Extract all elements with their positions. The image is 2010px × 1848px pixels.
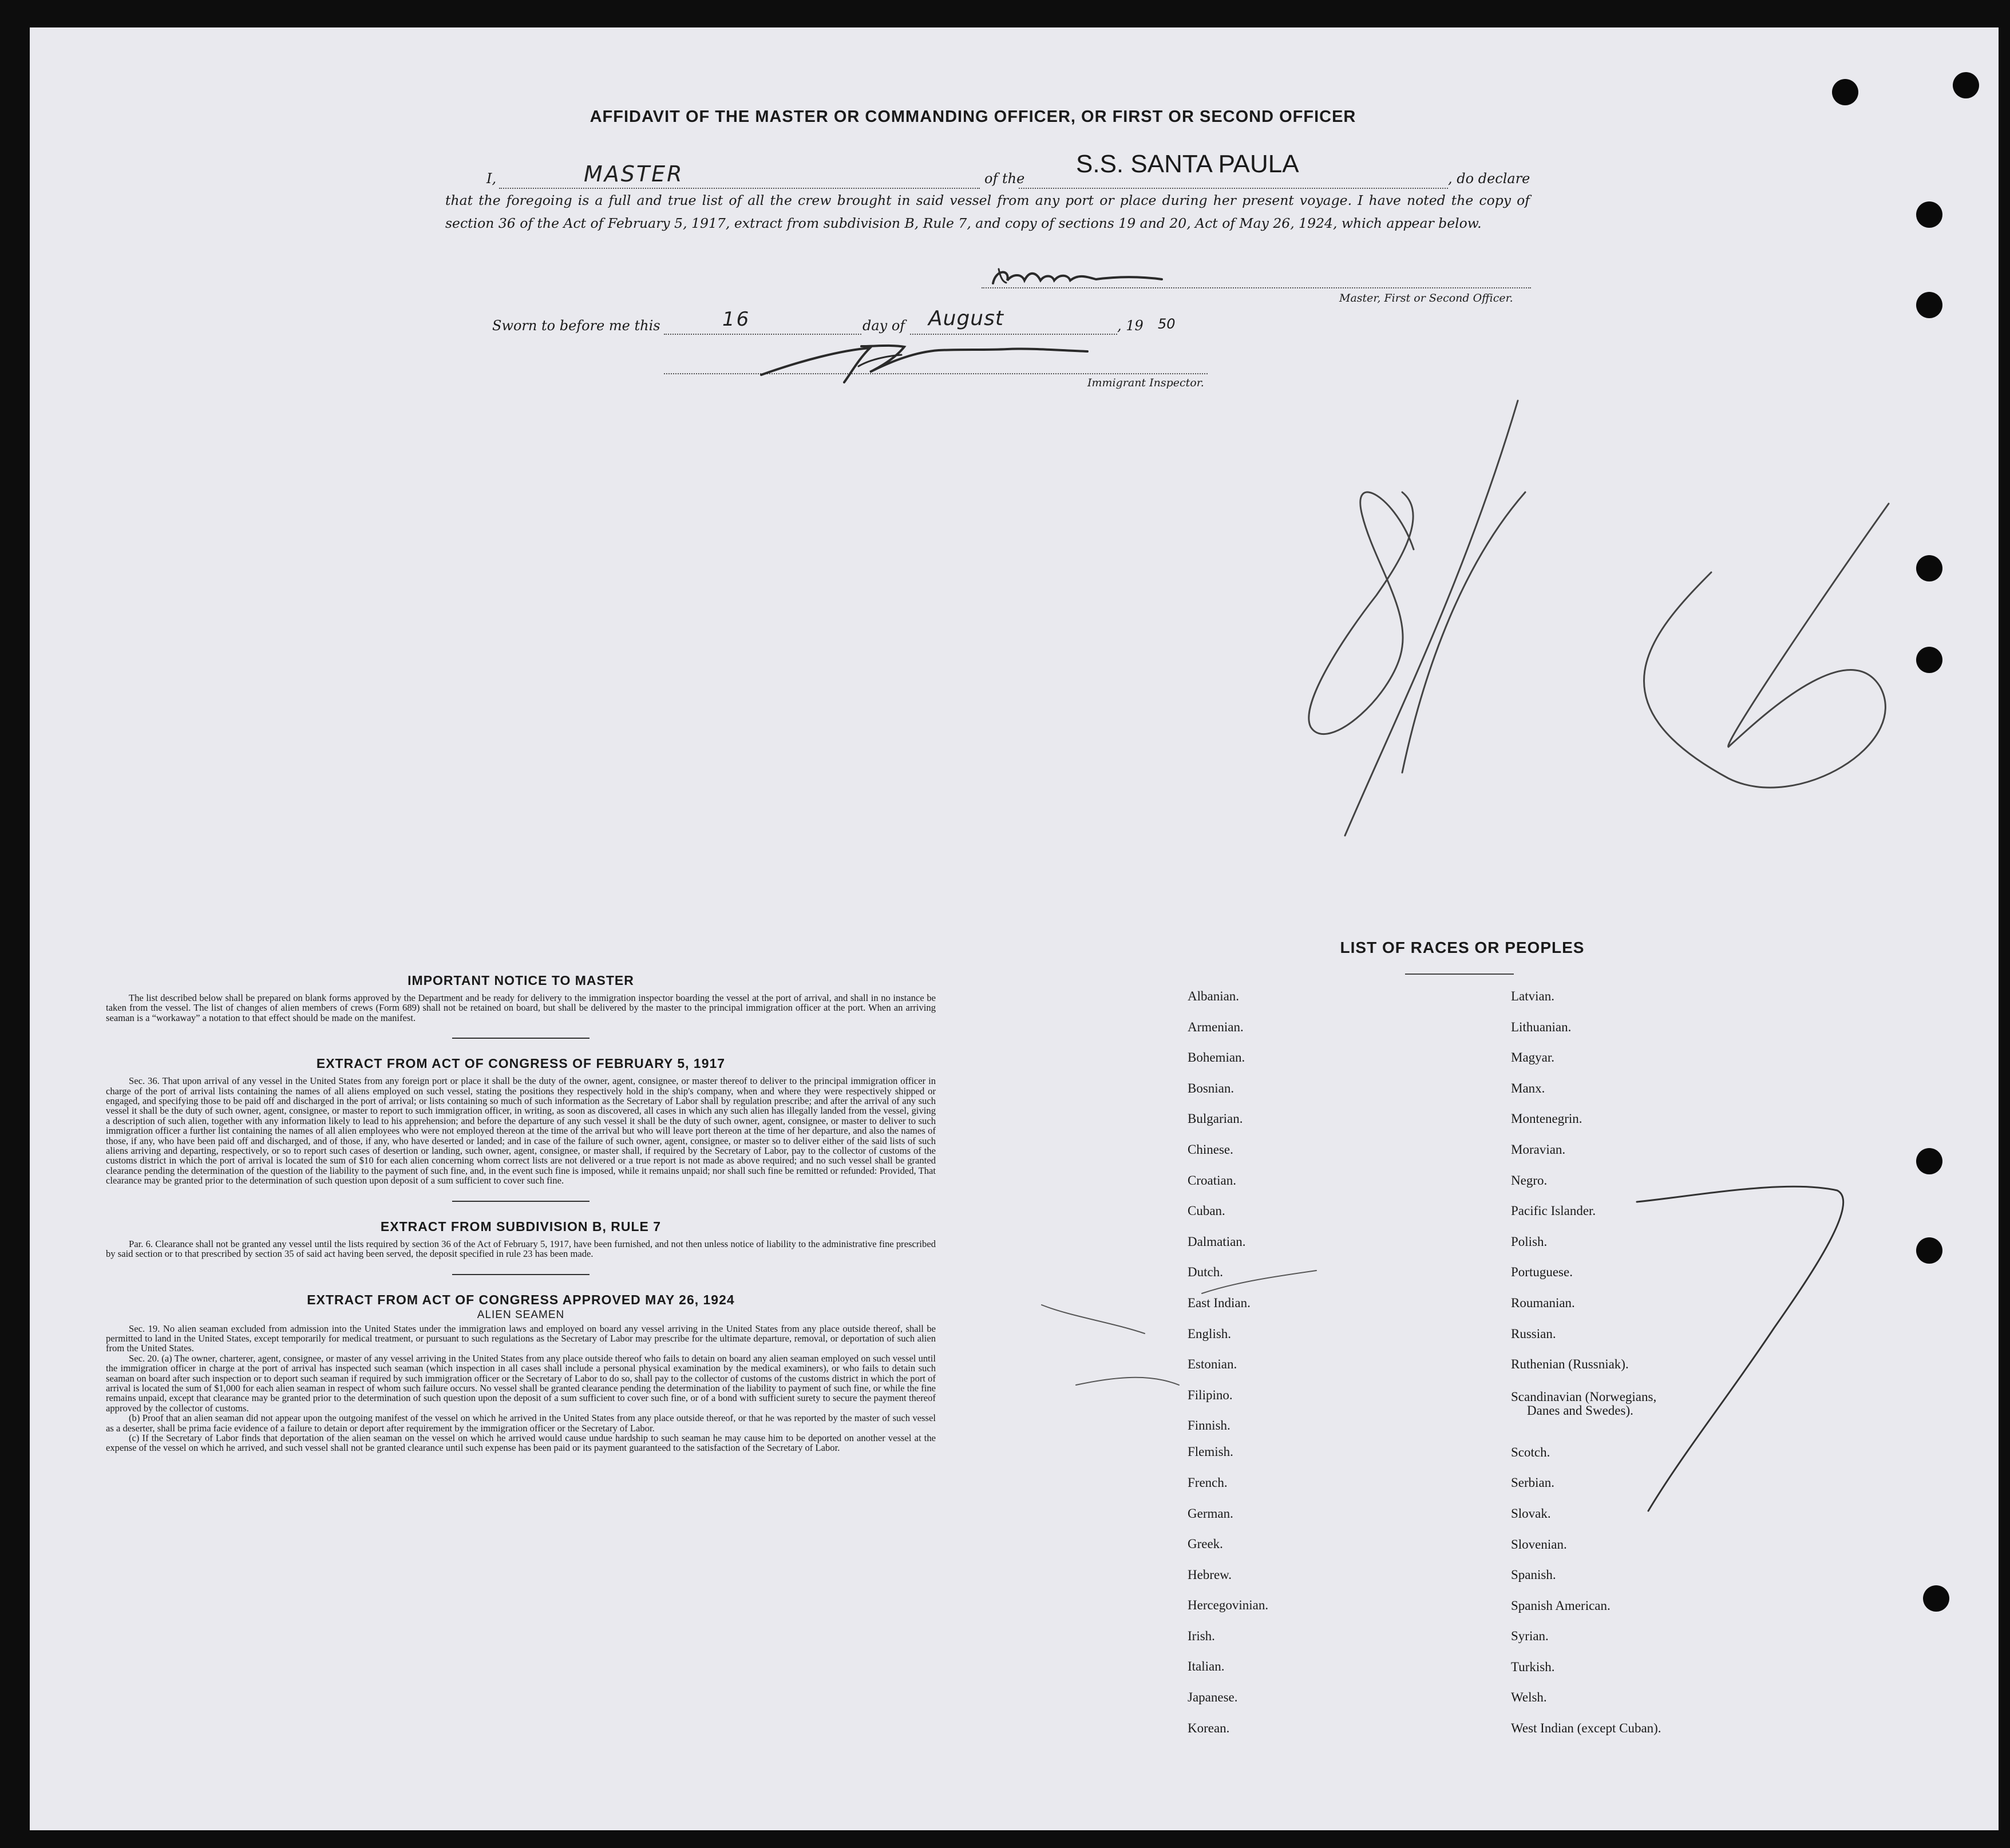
extract-1924-subtitle: ALIEN SEAMEN [477, 1308, 565, 1321]
notice-text: The list described below shall be prepared on blank forms approved by the Department and be ready for delivery to the immigration inspector boarding the vessel at the port of arrival, and shall in no instance be taken from the vessel. The list of changes of alien members of crews (Form 689) shall not be retained on board, but shall be delivered by the master to the principal immigration officer at the port. When an arriving seaman is a “workaway” a notation to that effect should be made on the manifest. [106, 992, 936, 1023]
sec19-text: Sec. 19. No alien seaman excluded from admission into the United States under the immigration laws and employed on board any vessel arriving in the United States from any place outside thereof, shall be permitted to land in the United States, except temporarily for medical treatment, or pursuant to such regulations as the Secretary of Labor may prescribe for the ultimate departure, removal, or deportation of such alien from the United States. [106, 1323, 936, 1354]
race-item: Welsh. [1511, 1690, 1547, 1705]
master-signature [993, 272, 1162, 283]
race-item: Cuban. [1188, 1204, 1225, 1218]
affidavit-title: AFFIDAVIT OF THE MASTER OR COMMANDING OFFICER, OR FIRST OR SECOND OFFICER [589, 108, 1356, 126]
race-item: East Indian. [1188, 1295, 1251, 1310]
race-item: Bohemian. [1188, 1050, 1245, 1065]
race-item: Turkish. [1511, 1659, 1555, 1674]
rule7-title: EXTRACT FROM SUBDIVISION B, RULE 7 [380, 1218, 662, 1234]
race-item: Latvian. [1511, 989, 1554, 1003]
race-item: Spanish. [1511, 1568, 1556, 1582]
race-item: Slovenian. [1511, 1537, 1567, 1552]
race-item-scandinavian [1511, 1388, 1661, 1445]
of-the-label: of the [984, 171, 1025, 187]
race-item: Lithuanian. [1511, 1019, 1572, 1034]
races-divider [1405, 974, 1514, 975]
race-item: Italian. [1188, 1659, 1225, 1674]
races-title: LIST OF RACES OR PEOPLES [1340, 939, 1585, 956]
do-declare-label: , do declare [1448, 171, 1530, 187]
race-item: Flemish. [1188, 1445, 1233, 1459]
race-item: Estonian. [1188, 1357, 1237, 1372]
race-item: Armenian. [1188, 1019, 1244, 1034]
extract-1924-title: EXTRACT FROM ACT OF CONGRESS APPROVED MAY 26, 1924 [307, 1292, 735, 1307]
legal-notices [106, 973, 936, 1453]
inspector-label: Immigrant Inspector. [1087, 377, 1204, 389]
divider [452, 1201, 589, 1202]
race-item: Korean. [1188, 1720, 1230, 1735]
rule7-text: Par. 6. Clearance shall not be granted any vessel until the lists required by section 36 of the Act of February 5, 1917, have been furnished, and not then unless notice of liability to the administrative fine prescribed by said section or to that prescribed by section 35 of said act having been served, the deposit specified in rule 23 has been made. [106, 1238, 936, 1260]
race-item: Chinese. [1188, 1142, 1233, 1157]
race-item: Magyar. [1511, 1050, 1555, 1065]
race-item: Portuguese. [1511, 1265, 1573, 1280]
race-item: Dalmatian. [1188, 1234, 1246, 1249]
race-item: Dutch. [1188, 1265, 1223, 1280]
vessel-value: S.S. SANTA PAULA [1076, 150, 1299, 178]
race-item: Syrian. [1511, 1629, 1549, 1644]
race-item-line1: Scandinavian (Norwegians, [1511, 1389, 1657, 1404]
divider [452, 1274, 589, 1275]
day-of-label: day of [862, 318, 905, 334]
name-value: MASTER [584, 161, 684, 187]
race-item: Croatian. [1188, 1173, 1236, 1188]
race-item: English. [1188, 1326, 1232, 1341]
race-item: Spanish American. [1511, 1598, 1611, 1613]
check-mark [1637, 1186, 1843, 1511]
race-item-line2: Danes and Swedes). [1527, 1403, 1633, 1418]
race-item: Moravian. [1511, 1142, 1566, 1157]
race-item: Bosnian. [1188, 1081, 1235, 1095]
race-item: Finnish. [1188, 1418, 1230, 1433]
race-item: Montenegrin. [1511, 1111, 1582, 1126]
race-item: Pacific Islander. [1511, 1204, 1596, 1218]
race-item: Slovak. [1511, 1506, 1551, 1521]
extract-1917-title: EXTRACT FROM ACT OF CONGRESS OF FEBRUARY 5, 1917 [316, 1056, 726, 1071]
race-item: Russian. [1511, 1326, 1556, 1341]
master-label: Master, First or Second Officer. [1339, 292, 1513, 304]
race-item: Irish. [1188, 1628, 1215, 1643]
notice-title: IMPORTANT NOTICE TO MASTER [407, 973, 634, 988]
races-left-column [1188, 989, 1268, 1751]
divider [452, 1038, 589, 1039]
race-item: Negro. [1511, 1173, 1548, 1188]
sec20c-text: (c) If the Secretary of Labor finds that deportation of the alien seaman on the vessel on which he arrived would cause undue hardship to such seaman he may cause him to be deported on another vessel at the expense of the vessel on which he arrived, and such vessel shall not be granted clearance until such expense has been paid or its payment guaranteed to the satisfaction of the Secretary of Labor. [106, 1432, 936, 1454]
month-value: August [928, 307, 1004, 330]
inspector-signature [761, 346, 1087, 382]
race-item: French. [1188, 1475, 1228, 1490]
race-item: Greek. [1188, 1537, 1223, 1552]
race-item: Ruthenian (Russniak). [1511, 1357, 1629, 1372]
race-item: Polish. [1511, 1234, 1548, 1249]
race-item: German. [1188, 1506, 1233, 1521]
year-value: 50 [1158, 316, 1176, 332]
race-item: Serbian. [1511, 1475, 1555, 1490]
race-item: Hercegovinian. [1188, 1598, 1269, 1613]
sworn-label: Sworn to before me this [492, 318, 660, 334]
extract-1917-text: Sec. 36. That upon arrival of any vessel in the United States from any foreign port or place it shall be the duty of the owner, agent, consignee, or master thereof to deliver to the principal immigration officer in charge of the port of arrival lists containing the names of all aliens employed on such vessel, stating the positions they respectively hold in the ship's company, when and where they were respectively shipped or engaged, and specifying those to be paid off and discharged in the port of arrival; or lists containing so much of such information as the Secretary of Labor shall by regulation prescribe; and after the arrival of any such vessel it shall be the duty of such owner, agent, consignee, or master to report to such immigration officer, in writing, as soon as discovered, all cases in which any such alien has illegally landed from the vessel, giving a description of such alien, together with any information likely to lead to his apprehension; and before the departure of any such vessel it shall be the duty of such owner, agent, consignee, or master to deliver to such immigration officer a further list containing the names of all alien employees who were not employed thereon at the time of the arrival but who will leave port thereon at the time of her departure, and also the names of those, if any, who have been paid off and discharged, and of those, if any, who have deserted or landed; and in case of the failure of such owner, agent, consignee, or master so to deliver either of the said lists of such aliens arriving and departing, respectively, or so to report such cases of desertion or landing, such owner, agent, consignee, or master shall, if required by the Secretary of Labor, pay to the collector of customs of the customs district in which the port of arrival is located the sum of $10 for each alien concerning whom correct lists are not delivered or a true report is not made as above required; and no such vessel shall be granted clearance pending the determination of the question of the liability to the payment of such fine, and, in the event such fine is imposed, while it remains unpaid; nor shall such fine be remitted or refunded: Provided, That clearance may be granted prior to the determination of such question upon deposit of a sum sufficient to cover such fine. [106, 1075, 936, 1186]
affidavit-statement: that the foregoing is a full and true list of all the crew brought in said vessel from any port or place during her present voyage. I have noted the copy of section 36 of the Act of February 5, 1917, extract from subdivision B, Rule 7, and copy of sections 19 and 20, Act of May 26, 1924, which appear below. [445, 192, 1530, 231]
day-value: 16 [722, 308, 751, 331]
race-item: Japanese. [1188, 1690, 1238, 1705]
race-item: Roumanian. [1511, 1295, 1575, 1310]
race-item: Hebrew. [1188, 1567, 1232, 1582]
year-prefix: , 19 [1117, 318, 1144, 334]
sec20a-text: Sec. 20. (a) The owner, charterer, agent, consignee, or master of any vessel arriving in the United States from any place outside thereof who fails to detain on board any alien seaman employed on such vessel until the immigration officer in charge at the port of arrival has inspected such seaman (which inspection in all cases shall include a personal physical examination by the medical examiners), or who fails to detain such seaman on board after such inspection or to deport such seaman if required by such immigration officer or the Secretary of Labor to do so, shall pay to the collector of customs of the customs district in which the port of arrival is located the sum of $1,000 for each alien seaman in respect of whom such failure occurs. No vessel shall be granted clearance pending the determination of the liability to payment of such fine, or while the fine remains unpaid, except that clearance may be granted prior to the determination of such question upon the deposit of a sum sufficient to cover such fine, or of a bond with sufficient surety to secure the payment thereof approved by the collector of customs. [106, 1352, 936, 1414]
races-right-column [1511, 989, 1661, 1752]
date-mark-8-16 [1309, 401, 1889, 836]
race-item: West Indian (except Cuban). [1511, 1721, 1661, 1736]
race-item: Bulgarian. [1188, 1111, 1243, 1126]
race-item: Albanian. [1188, 989, 1240, 1003]
race-item: Scotch. [1511, 1445, 1550, 1459]
race-item: Filipino. [1188, 1387, 1233, 1402]
race-item: Manx. [1511, 1081, 1545, 1095]
sec20b-text: (b) Proof that an alien seaman did not appear upon the outgoing manifest of the vessel on which he arrived in the United States from any place outside thereof, or that he was reported by the master of such vessel as a deserter, shall be prima facie evidence of a failure to detain or deport after requirement by the immigration officer or the Secretary of Labor. [106, 1412, 936, 1434]
i-label: I, [486, 171, 497, 187]
